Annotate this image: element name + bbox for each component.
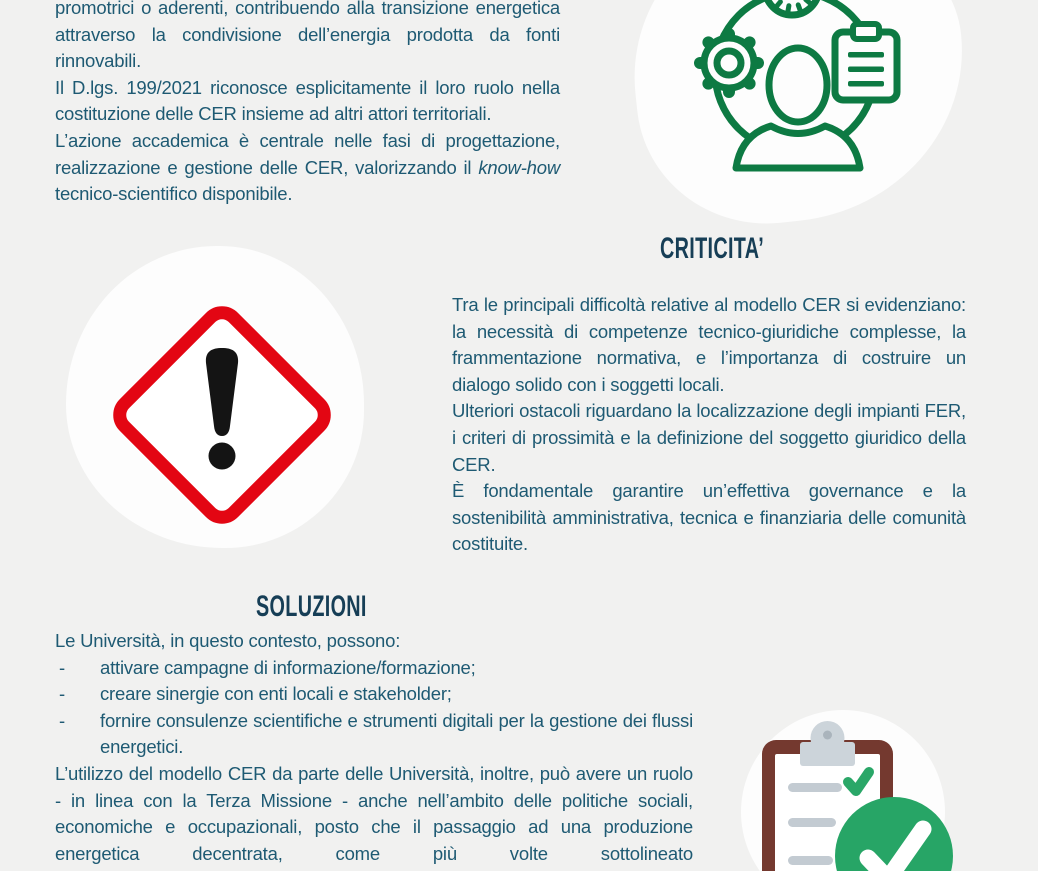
soluzioni-bullet-1 [55,655,693,682]
intro-paragraph-3 [55,128,560,208]
criticita-paragraph-1: Tra le principali difficoltà relative al modello CER si evidenziano: la necessità di competenze tecnico-giuridiche complesse, la frammentazione normativa, e l’importanza di costruire un dialogo solido con i soggetti locali. [452,294,966,395]
criticita-paragraph-2: Ulteriori ostacoli riguardano la localizzazione degli impianti FER, i criteri di prossimità e la definizione del soggetto giuridico della CER. [452,400,966,475]
soluzioni-heading: SOLUZIONI [256,590,367,623]
soluzioni-bullet-3-text: fornire consulenze scientifiche e strumenti digitali per la gestione dei flussi energetici. [100,709,693,758]
soluzioni-lead: Le Università, in questo contesto, possono: [55,630,401,651]
intro-paragraph-1: promotrici o aderenti, contribuendo alla transizione energetica attraverso la condivisione dell’energia prodotta da fonti rinnovabili. [55,0,560,72]
clipboard-checkmark-icon [742,698,957,871]
soluzioni-bullet-1-text: attivare campagne di informazione/formazione; [100,656,476,678]
intro-text-block [55,0,560,208]
hazard-exclamation-icon [98,288,348,538]
intro-p3-italic-term: know-how [478,156,560,178]
criticita-paragraph-3: È fondamentale garantire un’effettiva governance e la sostenibilità amministrativa, tecnica e finanziaria delle comunità costituite. [452,480,966,555]
intro-p3-after: tecnico-scientifico disponibile. [55,183,293,205]
person-gears-clipboard-icon [678,0,913,180]
criticita-heading: CRITICITA’ [660,232,765,265]
soluzioni-bullet-2-text: creare sinergie con enti locali e stakeholder; [100,683,452,705]
soluzioni-text-block [55,628,693,867]
soluzioni-final-paragraph: L’utilizzo del modello CER da parte delle Università, inoltre, può avere un ruolo - in linea con la Terza Missione - anche nell’ambito delle politiche sociali, economiche e occupazionali, posto che il passaggio ad una produzione energetica decentrata, come più volte sottolineato [55,762,693,864]
intro-paragraph-2: Il D.lgs. 199/2021 riconosce esplicitamente il loro ruolo nella costituzione delle CER insieme ad altri attori territoriali. [55,76,560,125]
bullet-dash: - [59,709,65,731]
bullet-dash: - [59,656,65,678]
bullet-dash: - [59,683,65,705]
criticita-text-block [452,292,966,558]
soluzioni-bullet-3 [55,708,693,761]
soluzioni-bullet-2 [55,681,693,708]
intro-p3-before: L’azione accademica è centrale nelle fasi di progettazione, realizzazione e gestione delle CER, valorizzando il [55,129,560,178]
